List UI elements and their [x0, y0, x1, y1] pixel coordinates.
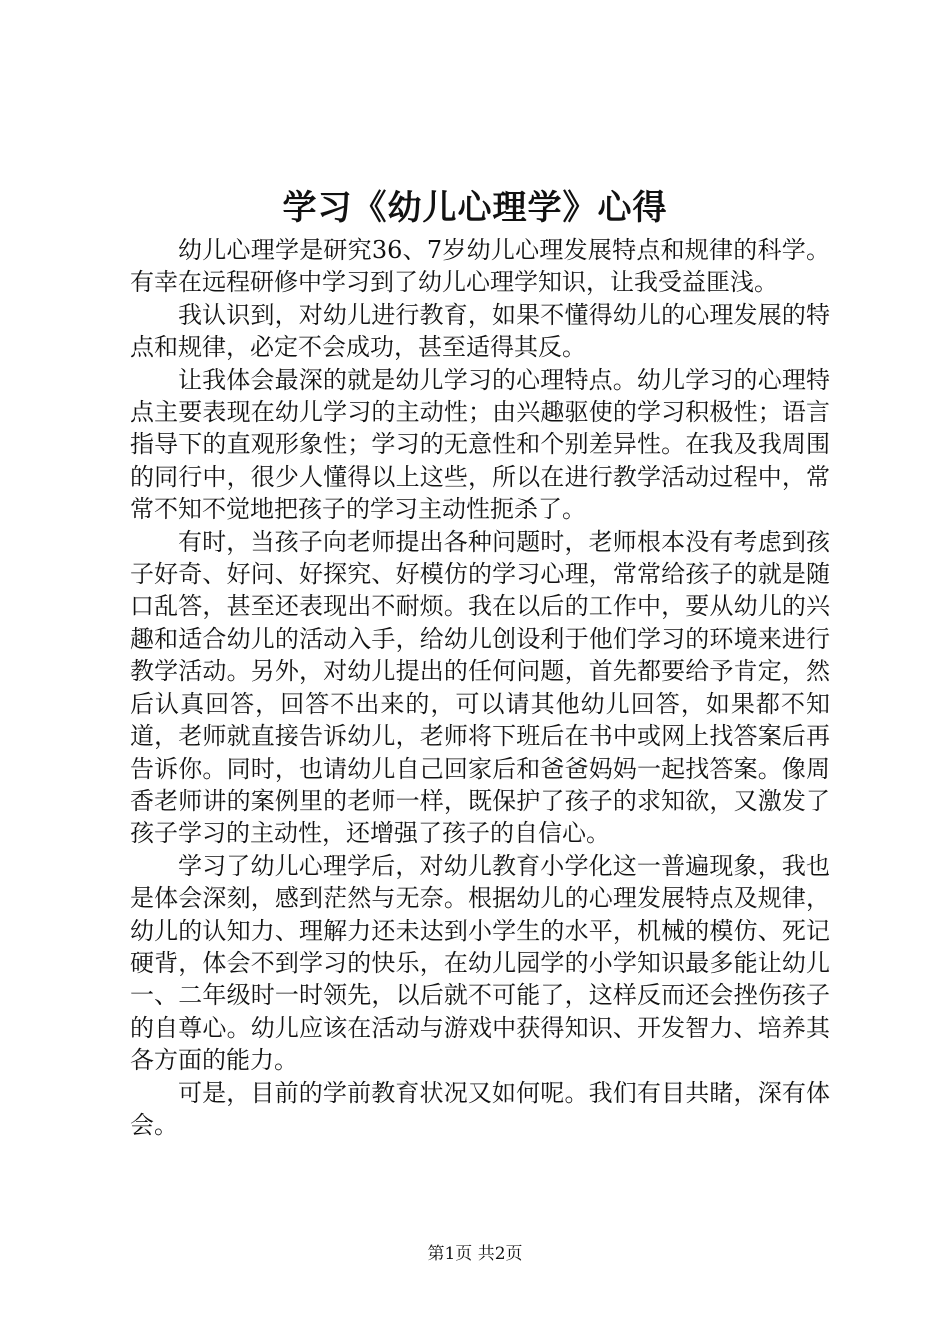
paragraph-2: 我认识到，对幼儿进行教育，如果不懂得幼儿的心理发展的特点和规律，必定不会成功，甚至适得其反。: [130, 300, 830, 362]
document-title: 学习《幼儿心理学》心得: [282, 188, 668, 228]
page-footer: 第1页 共2页: [427, 1244, 523, 1264]
paragraph-4: 有时，当孩子向老师提出各种问题时，老师根本没有考虑到孩子好奇、好问、好探究、好模仿的学习心理，常常给孩子的就是随口乱答，甚至还表现出不耐烦。我在以后的工作中，要从幼儿的兴趣和适合幼儿的活动入手，给幼儿创设利于他们学习的环境来进行教学活动。另外，对幼儿提出的任何问题，首先都要给予肯定，然后认真回答，回答不出来的，可以请其他幼儿回答，如果都不知道，老师就直接告诉幼儿，老师将下班后在书中或网上找答案后再告诉你。同时，也请幼儿自己回家后和爸爸妈妈一起找答案。像周香老师讲的案例里的老师一样，既保护了孩子的求知欲，又激发了孩子学习的主动性，还增强了孩子的自信心。: [130, 527, 830, 848]
paragraph-5: 学习了幼儿心理学后，对幼儿教育小学化这一普遍现象，我也是体会深刻，感到茫然与无奈。根据幼儿的心理发展特点及规律，幼儿的认知力、理解力还未达到小学生的水平，机械的模仿、死记硬背，体会不到学习的快乐，在幼儿园学的小学知识最多能让幼儿一、二年级时一时领先，以后就不可能了，这样反而还会挫伤孩子的自尊心。幼儿应该在活动与游戏中获得知识、开发智力、培养其各方面的能力。: [130, 851, 830, 1075]
paragraph-1: 幼儿心理学是研究36、7岁幼儿心理发展特点和规律的科学。有幸在远程研修中学习到了幼儿心理学知识，让我受益匪浅。: [130, 236, 830, 297]
paragraph-3: 让我体会最深的就是幼儿学习的心理特点。幼儿学习的心理特点主要表现在幼儿学习的主动性；由兴趣驱使的学习积极性；语言指导下的直观形象性；学习的无意性和个别差异性。在我及我周围的同行中，很少人懂得以上这些，所以在进行教学活动过程中，常常不知不觉地把孩子的学习主动性扼杀了。: [130, 365, 830, 524]
paragraph-6: 可是，目前的学前教育状况又如何呢。我们有目共睹，深有体会。: [130, 1078, 830, 1139]
document-body: [130, 234, 830, 1141]
